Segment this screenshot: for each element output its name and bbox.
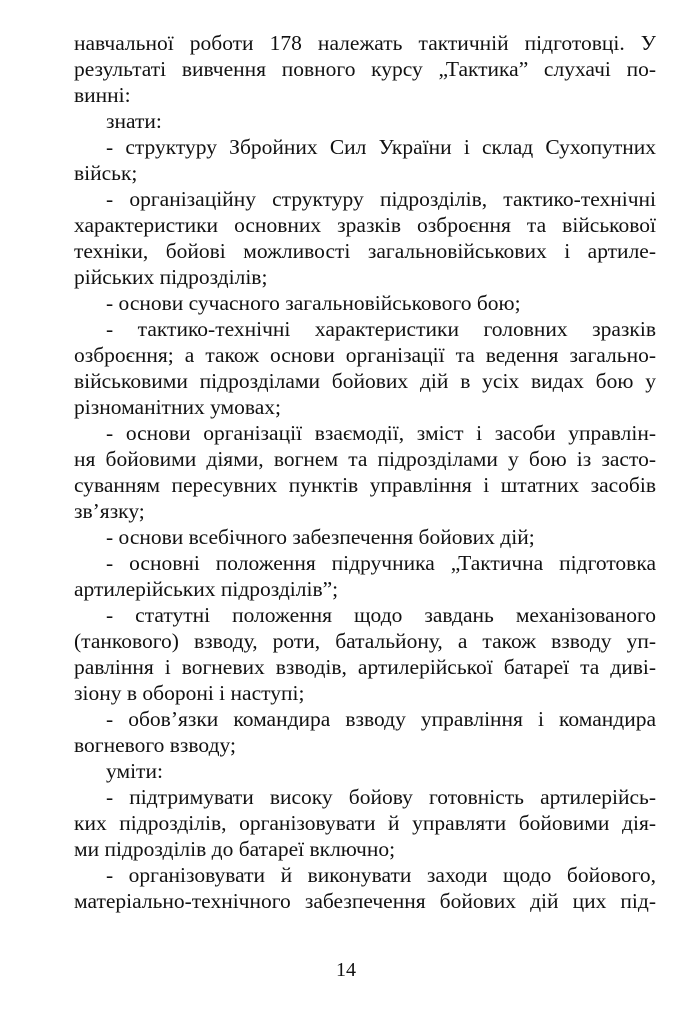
text-line: рійських підрозділів; bbox=[74, 265, 268, 289]
text-line: озброєння; а також основи організації та ведення загально- bbox=[74, 343, 656, 367]
text-line: - основні положення підручника „Тактична підготовка bbox=[106, 551, 656, 575]
text-line: військ; bbox=[74, 161, 138, 185]
text-line: різноманітних умовах; bbox=[74, 395, 282, 419]
text-line: вогневого взводу; bbox=[74, 733, 236, 757]
text-line: винні: bbox=[74, 83, 131, 107]
text-line: - організаційну структуру підрозділів, тактико-технічні bbox=[106, 187, 656, 211]
text-line: характеристики основних зразків озброєння та військової bbox=[74, 213, 656, 237]
text-line: знати: bbox=[106, 109, 162, 133]
text-line: результаті вивчення повного курсу „Тактика” слухачі по- bbox=[74, 57, 656, 81]
text-line: (танкового) взводу, роти, батальйону, а також взводу уп- bbox=[74, 629, 656, 653]
text-line: равління і вогневих взводів, артилерійської батареї та диві- bbox=[74, 655, 656, 679]
text-line: ня бойовими діями, вогнем та підрозділами у бою із засто- bbox=[74, 447, 656, 471]
text-line: - структуру Збройних Сил України і склад Сухопутних bbox=[106, 135, 656, 159]
text-line: - тактико-технічні характеристики головних зразків bbox=[106, 317, 656, 341]
text-line: ми підрозділів до батареї включно; bbox=[74, 837, 396, 861]
text-line: техніки, бойові можливості загальновійськових і артиле- bbox=[74, 239, 656, 263]
text-line: - організовувати й виконувати заходи щодо бойового, bbox=[106, 863, 656, 887]
text-line: - основи сучасного загальновійськового бою; bbox=[106, 291, 521, 315]
text-line: матеріально-технічного забезпечення бойових дій цих під- bbox=[74, 889, 656, 913]
text-line: зіону в обороні і наступі; bbox=[74, 681, 305, 705]
text-line: - основи організації взаємодії, зміст і засоби управлін- bbox=[106, 421, 656, 445]
text-line: військовими підрозділами бойових дій в усіх видах бою у bbox=[74, 369, 656, 393]
text-line: уміти: bbox=[106, 759, 163, 783]
text-line: зв’язку; bbox=[74, 499, 145, 523]
text-line: навчальної роботи 178 належать тактичній підготовці. У bbox=[74, 31, 656, 55]
text-line: - підтримувати високу бойову готовність артилерійсь- bbox=[106, 785, 656, 809]
text-line: - статутні положення щодо завдань механізованого bbox=[106, 603, 656, 627]
text-line: - основи всебічного забезпечення бойових дій; bbox=[106, 525, 535, 549]
text-line: артилерійських підрозділів”; bbox=[74, 577, 339, 601]
text-line: - обов’язки командира взводу управління і командира bbox=[106, 707, 656, 731]
text-line: ких підрозділів, організовувати й управляти бойовими дія- bbox=[74, 811, 656, 835]
text-line: суванням пересувних пунктів управління і штатних засобів bbox=[74, 473, 656, 497]
page-text-body bbox=[74, 30, 656, 914]
page-number: 14 bbox=[336, 959, 356, 981]
